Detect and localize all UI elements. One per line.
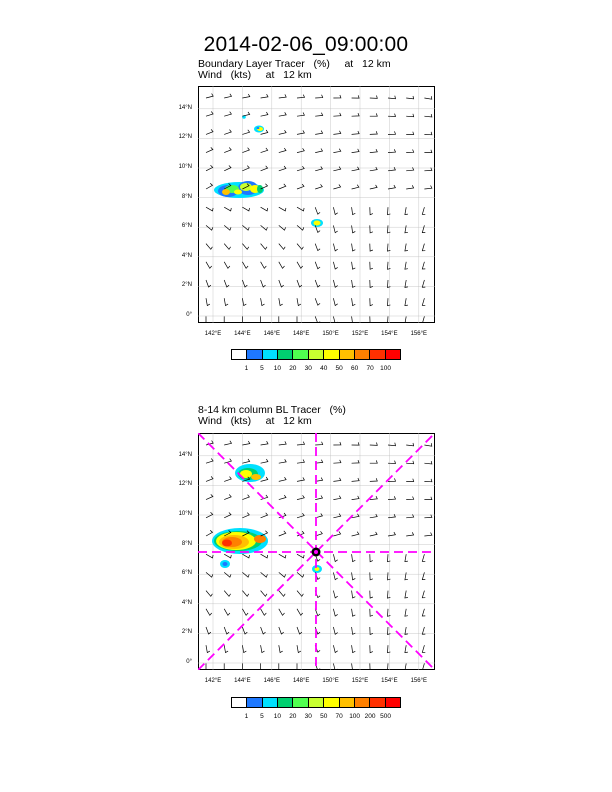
lat-label: 8°N bbox=[181, 193, 192, 200]
panel2-colorbar bbox=[231, 697, 401, 708]
lon-label: 146°E bbox=[263, 331, 280, 337]
lat-label: 10°N bbox=[178, 164, 192, 170]
lon-label: 144°E bbox=[234, 331, 251, 337]
storm-center-marker bbox=[312, 548, 321, 557]
colorbar-label: 70 bbox=[335, 713, 343, 720]
colorbar-cell bbox=[293, 698, 308, 707]
colorbar-cell bbox=[370, 350, 385, 359]
lon-label: 152°E bbox=[351, 678, 369, 684]
lat-label: 10°N bbox=[178, 511, 192, 517]
panel2-map bbox=[198, 433, 435, 670]
colorbar-label: 1 bbox=[244, 365, 249, 372]
colorbar-label: 10 bbox=[273, 365, 281, 372]
lat-label: 14°N bbox=[178, 451, 192, 458]
colorbar-label: 1 bbox=[244, 713, 249, 720]
colorbar-cell bbox=[324, 350, 339, 359]
colorbar-label: 200 bbox=[364, 713, 376, 720]
lon-label: 156°E bbox=[410, 331, 427, 337]
colorbar-label: 60 bbox=[351, 365, 359, 372]
panel2-title-line1: 8-14 km column BL Tracer (%) bbox=[198, 404, 346, 416]
colorbar-cell bbox=[293, 350, 308, 359]
colorbar-cell bbox=[263, 698, 278, 707]
lon-label: 148°E bbox=[292, 678, 310, 684]
lon-label: 142°E bbox=[204, 678, 222, 684]
lat-label: 12°N bbox=[178, 134, 192, 141]
colorbar-label: 30 bbox=[304, 365, 312, 372]
panel1-map bbox=[198, 86, 435, 323]
colorbar-cell bbox=[386, 698, 400, 707]
colorbar-cell bbox=[355, 698, 370, 707]
colorbar-label: 5 bbox=[260, 713, 264, 720]
colorbar-label: 500 bbox=[380, 713, 391, 720]
lat-label: 6°N bbox=[181, 570, 192, 577]
colorbar-cell bbox=[386, 350, 400, 359]
colorbar-cell bbox=[232, 698, 247, 707]
colorbar-label: 40 bbox=[320, 365, 328, 372]
lon-label: 150°E bbox=[322, 331, 339, 337]
lat-label: 12°N bbox=[178, 481, 192, 488]
lon-label: 144°E bbox=[234, 678, 251, 684]
colorbar-label: 20 bbox=[289, 713, 297, 720]
colorbar-cell bbox=[340, 698, 355, 707]
lon-label: 150°E bbox=[322, 678, 339, 684]
lat-label: 6°N bbox=[181, 223, 192, 230]
colorbar-label: 70 bbox=[366, 365, 374, 372]
colorbar-cell bbox=[324, 698, 339, 707]
colorbar-cell bbox=[278, 698, 293, 707]
colorbar-label: 100 bbox=[349, 713, 361, 720]
lat-label: 0° bbox=[186, 659, 192, 665]
colorbar-cell bbox=[309, 350, 324, 359]
lon-label: 152°E bbox=[351, 331, 369, 337]
colorbar-label: 100 bbox=[380, 365, 391, 372]
colorbar-cell bbox=[370, 698, 385, 707]
lon-label: 154°E bbox=[381, 678, 398, 684]
panel1-title-line1: Boundary Layer Tracer (%) at 12 km bbox=[198, 58, 391, 70]
lat-label: 4°N bbox=[181, 599, 192, 606]
lat-label: 8°N bbox=[181, 540, 192, 547]
lon-label: 154°E bbox=[381, 331, 398, 337]
colorbar-label: 10 bbox=[273, 713, 281, 720]
colorbar-cell bbox=[355, 350, 370, 359]
panel1-title-line2: Wind (kts) at 12 km bbox=[198, 69, 312, 81]
colorbar-cell bbox=[340, 350, 355, 359]
lon-label: 148°E bbox=[292, 331, 310, 337]
lon-label: 146°E bbox=[263, 678, 280, 684]
colorbar-label: 5 bbox=[260, 365, 264, 372]
colorbar-cell bbox=[278, 350, 293, 359]
colorbar-label: 50 bbox=[335, 365, 343, 372]
panel2-title-line2: Wind (kts) at 12 km bbox=[198, 415, 312, 427]
colorbar-cell bbox=[247, 698, 262, 707]
lat-label: 2°N bbox=[181, 629, 192, 636]
lon-label: 142°E bbox=[204, 331, 222, 337]
colorbar-label: 50 bbox=[320, 713, 328, 720]
panel1-colorbar bbox=[231, 349, 401, 360]
colorbar-cell bbox=[232, 350, 247, 359]
lat-label: 4°N bbox=[181, 252, 192, 259]
lon-label: 156°E bbox=[410, 678, 427, 684]
colorbar-cell bbox=[263, 350, 278, 359]
colorbar-cell bbox=[247, 350, 262, 359]
panel1-map-frame bbox=[199, 87, 435, 323]
colorbar-label: 20 bbox=[289, 365, 297, 372]
lat-label: 0° bbox=[186, 312, 192, 318]
lat-label: 14°N bbox=[178, 104, 192, 111]
lat-label: 2°N bbox=[181, 282, 192, 289]
colorbar-cell bbox=[309, 698, 324, 707]
main-title: 2014-02-06_09:00:00 bbox=[203, 33, 409, 56]
colorbar-label: 30 bbox=[304, 713, 312, 720]
